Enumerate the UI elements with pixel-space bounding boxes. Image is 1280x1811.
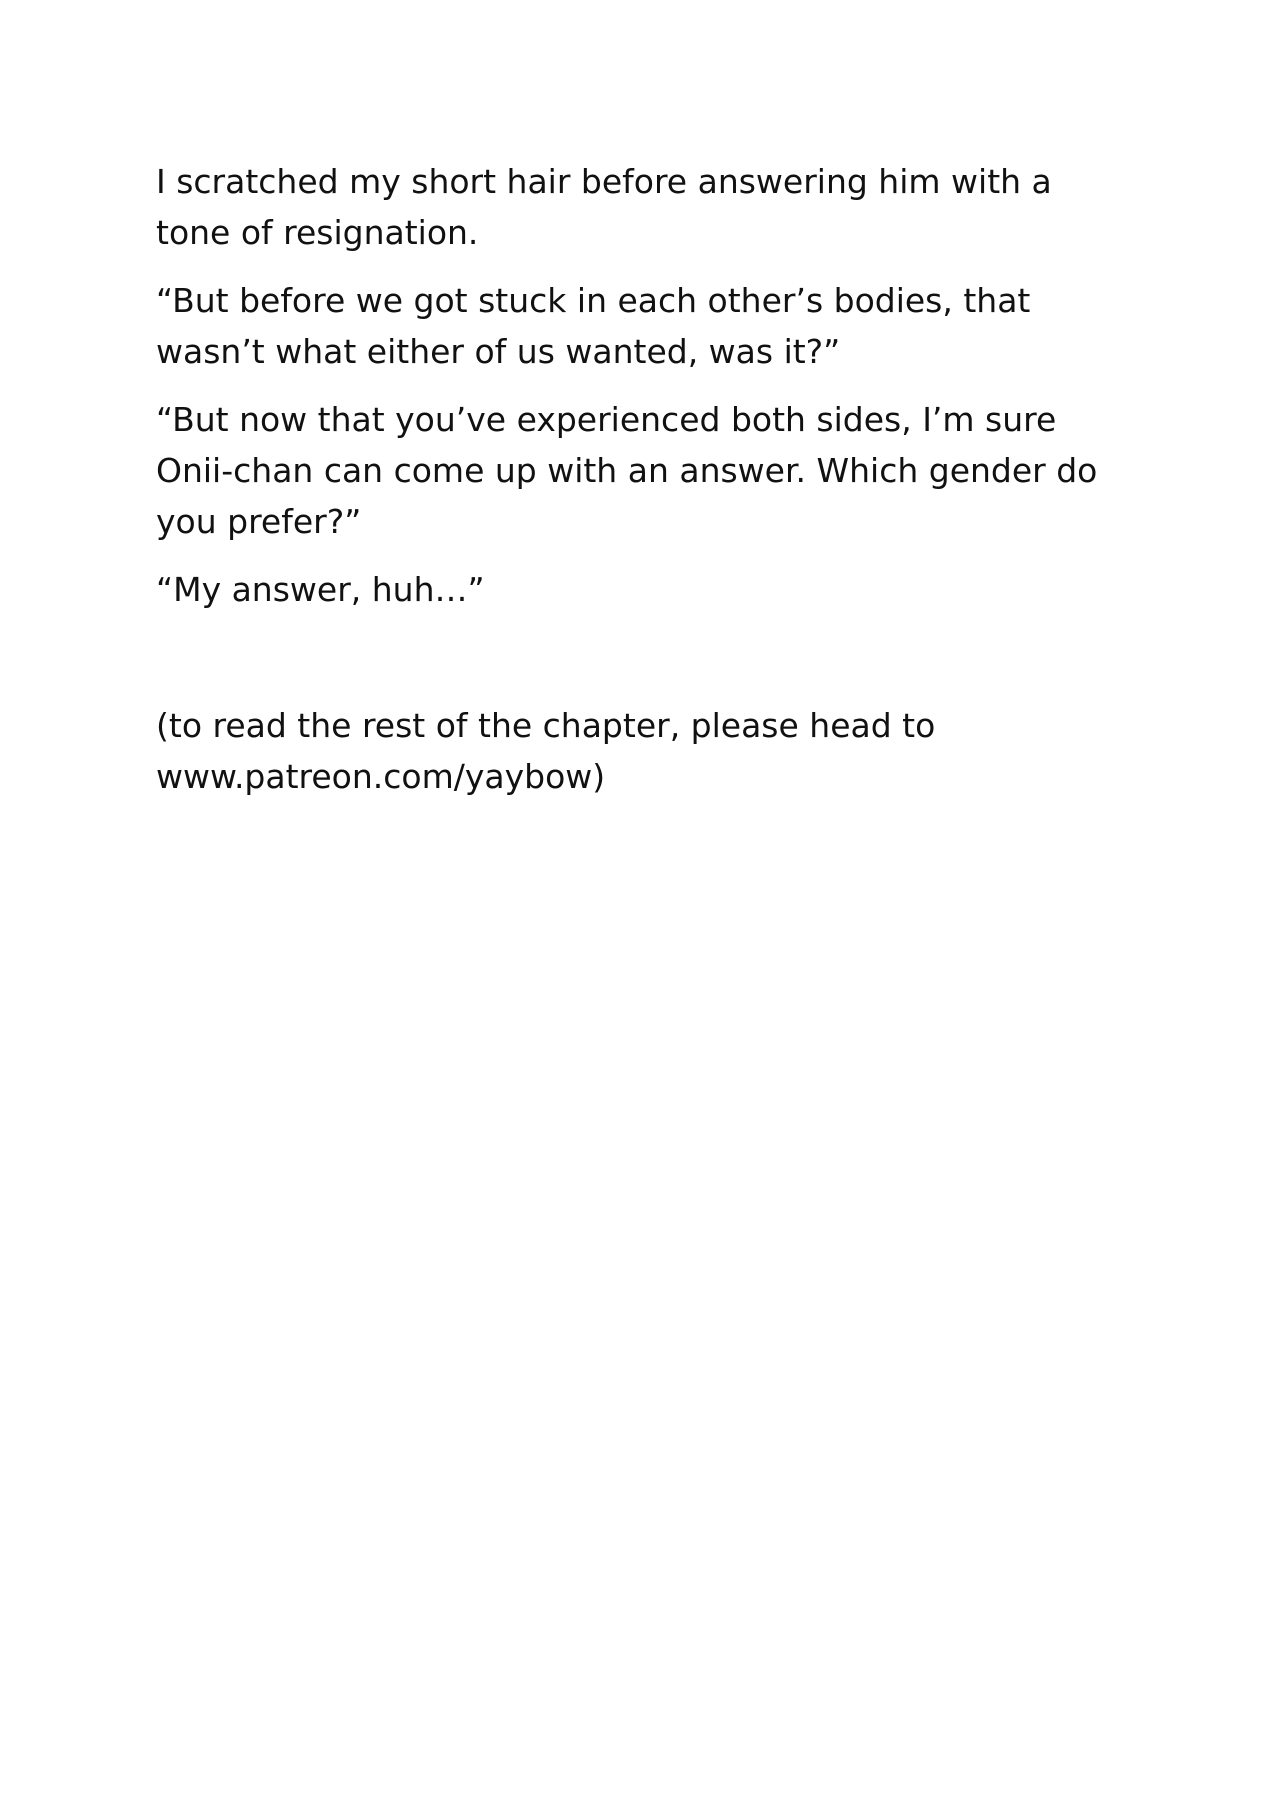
chapter-text xyxy=(156,156,1116,819)
patreon-note: (to read the rest of the chapter, please head to www.patreon.com/yaybow) xyxy=(156,706,936,796)
paragraph-dialogue-2: “But now that you’ve experienced both sides, I’m sure Onii-chan can come up with an answer. Which gender do you prefer?” xyxy=(156,400,1098,541)
paragraph-dialogue-3: “My answer, huh…” xyxy=(156,570,485,609)
paragraph-dialogue-1: “But before we got stuck in each other’s bodies, that wasn’t what either of us wanted, was it?” xyxy=(156,281,1031,371)
paragraph-narration: I scratched my short hair before answering him with a tone of resignation. xyxy=(156,162,1052,252)
section-gap xyxy=(156,632,1116,700)
